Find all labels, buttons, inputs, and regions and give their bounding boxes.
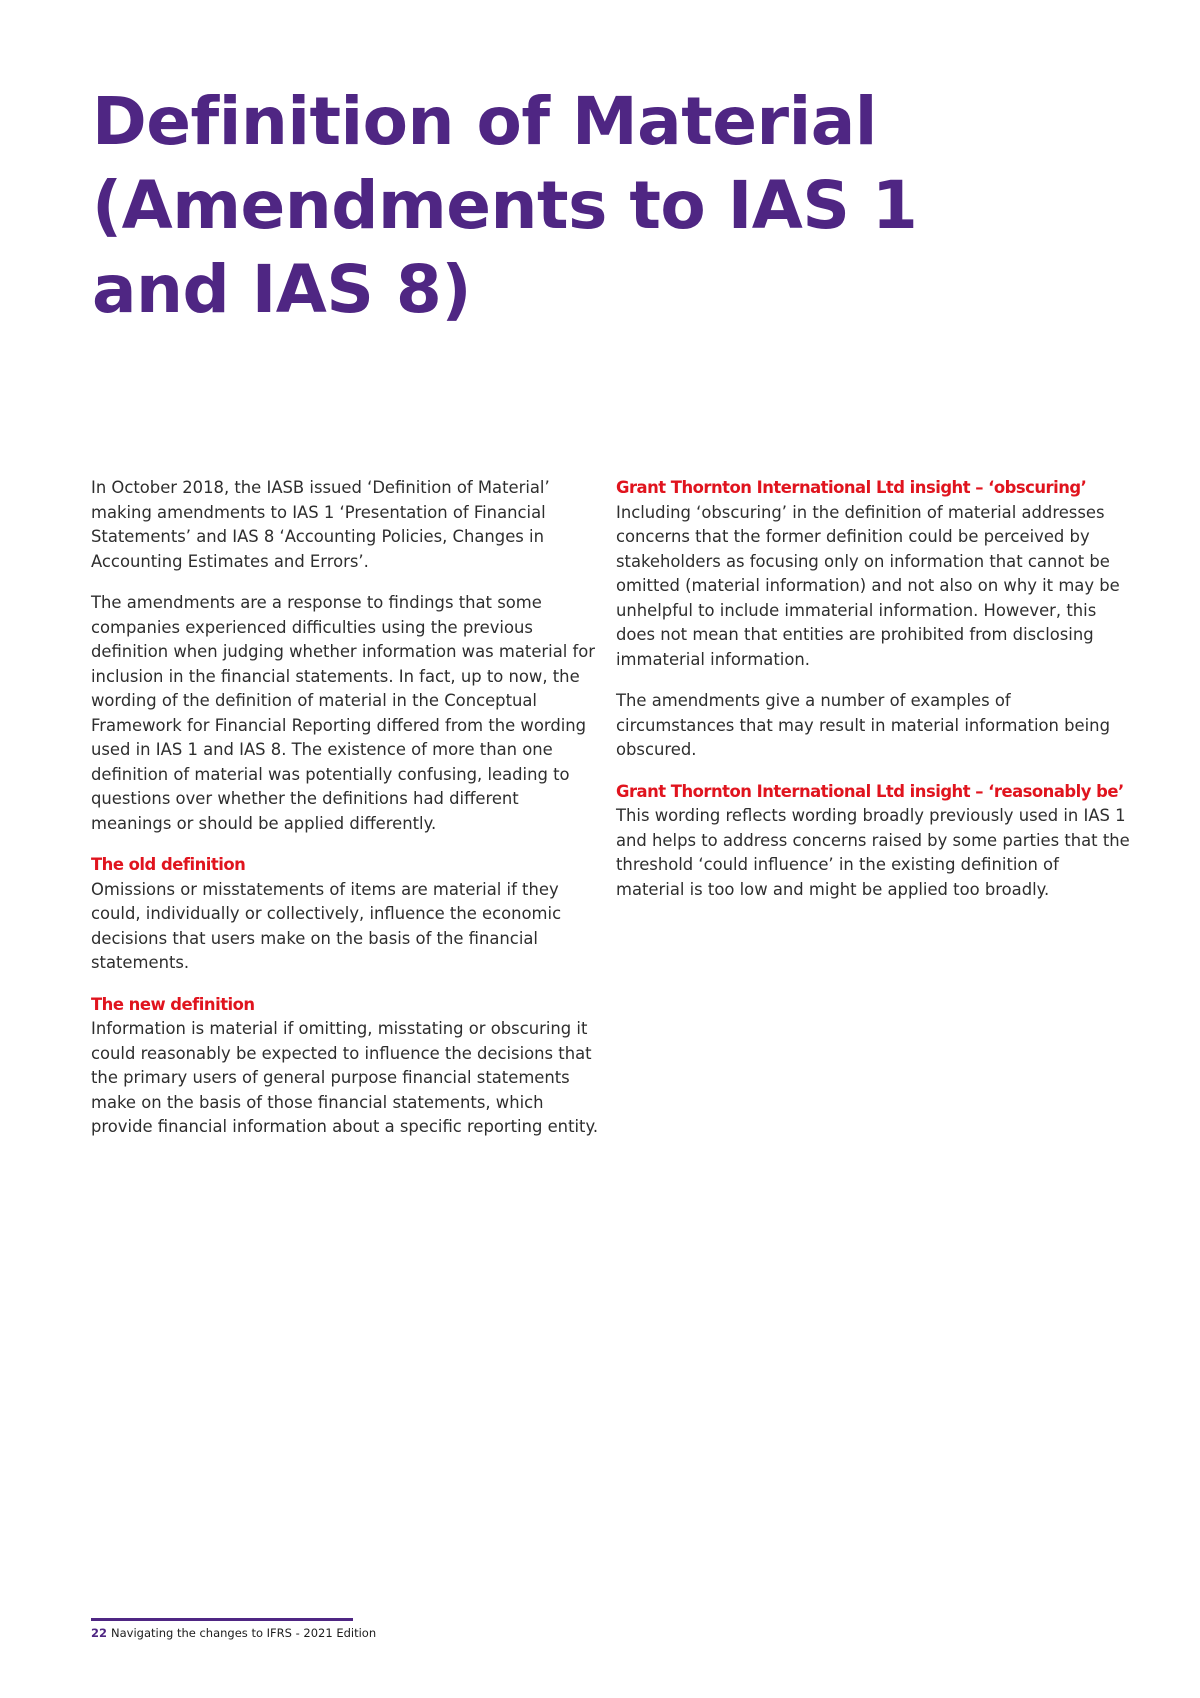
page-title <box>92 80 992 332</box>
page-footer <box>91 1626 376 1640</box>
right-column <box>616 476 1131 919</box>
amendments-paragraph: The amendments are a response to findings that some companies experienced difficulties using the previous definition when judging whether information was material for inclusion in the financial statements. In fact, up to now, the wording of the definition of material in the Conceptual Framework for Financial Reporting differed from the wording used in IAS 1 and IAS 8. The existence of more than one definition of material was potentially confusing, leading to questions over whether the definitions had different meanings or should be applied differently. <box>91 593 596 833</box>
title-line-3: and IAS 8) <box>92 251 471 328</box>
page-number: 22 <box>91 1626 108 1640</box>
old-definition-text: Omissions or misstatements of items are material if they could, individually or collectively, influence the economic decisions that users make on the basis of the financial statements. <box>91 879 562 972</box>
obscuring-insight-heading: Grant Thornton International Ltd insight – ‘obscuring’ <box>616 478 1087 497</box>
old-definition-heading: The old definition <box>91 855 246 874</box>
new-definition-heading: The new definition <box>91 994 255 1014</box>
obscuring-insight-text: Including ‘obscuring’ in the definition of material addresses concerns that the former definition could be perceived by stakeholders as focusing only on information that cannot be omitted (material information) and not also on why it may be unhelpful to include immaterial information. However, this does not mean that entities are prohibited from disclosing immaterial information. <box>616 502 1120 669</box>
reasonably-insight-text: This wording reflects wording broadly previously used in IAS 1 and helps to address concerns raised by some parties that the threshold ‘could influence’ in the existing definition of material is too low and might be applied too broadly. <box>616 806 1130 899</box>
publication-title: Navigating the changes to IFRS - 2021 Edition <box>111 1626 377 1640</box>
examples-paragraph: The amendments give a number of examples of circumstances that may result in material information being obscured. <box>616 691 1110 759</box>
reasonably-insight-heading: Grant Thornton International Ltd insight – ‘reasonably be’ <box>616 781 1124 801</box>
title-line-2: (Amendments to IAS 1 <box>92 167 918 244</box>
new-definition-text: Information is material if omitting, misstating or obscuring it could reasonably be expected to influence the decisions that the primary users of general purpose financial statements make on the basis of those financial statements, which provide financial information about a specific reporting entity. <box>91 1019 599 1136</box>
title-line-1: Definition of Material <box>92 83 877 160</box>
left-column <box>91 476 601 1157</box>
footer-divider <box>91 1618 353 1621</box>
intro-paragraph: In October 2018, the IASB issued ‘Definition of Material’ making amendments to IAS 1 ‘Presentation of Financial Statements’ and IAS 8 ‘Accounting Policies, Changes in Accounting Estimates and Errors’. <box>91 478 550 571</box>
